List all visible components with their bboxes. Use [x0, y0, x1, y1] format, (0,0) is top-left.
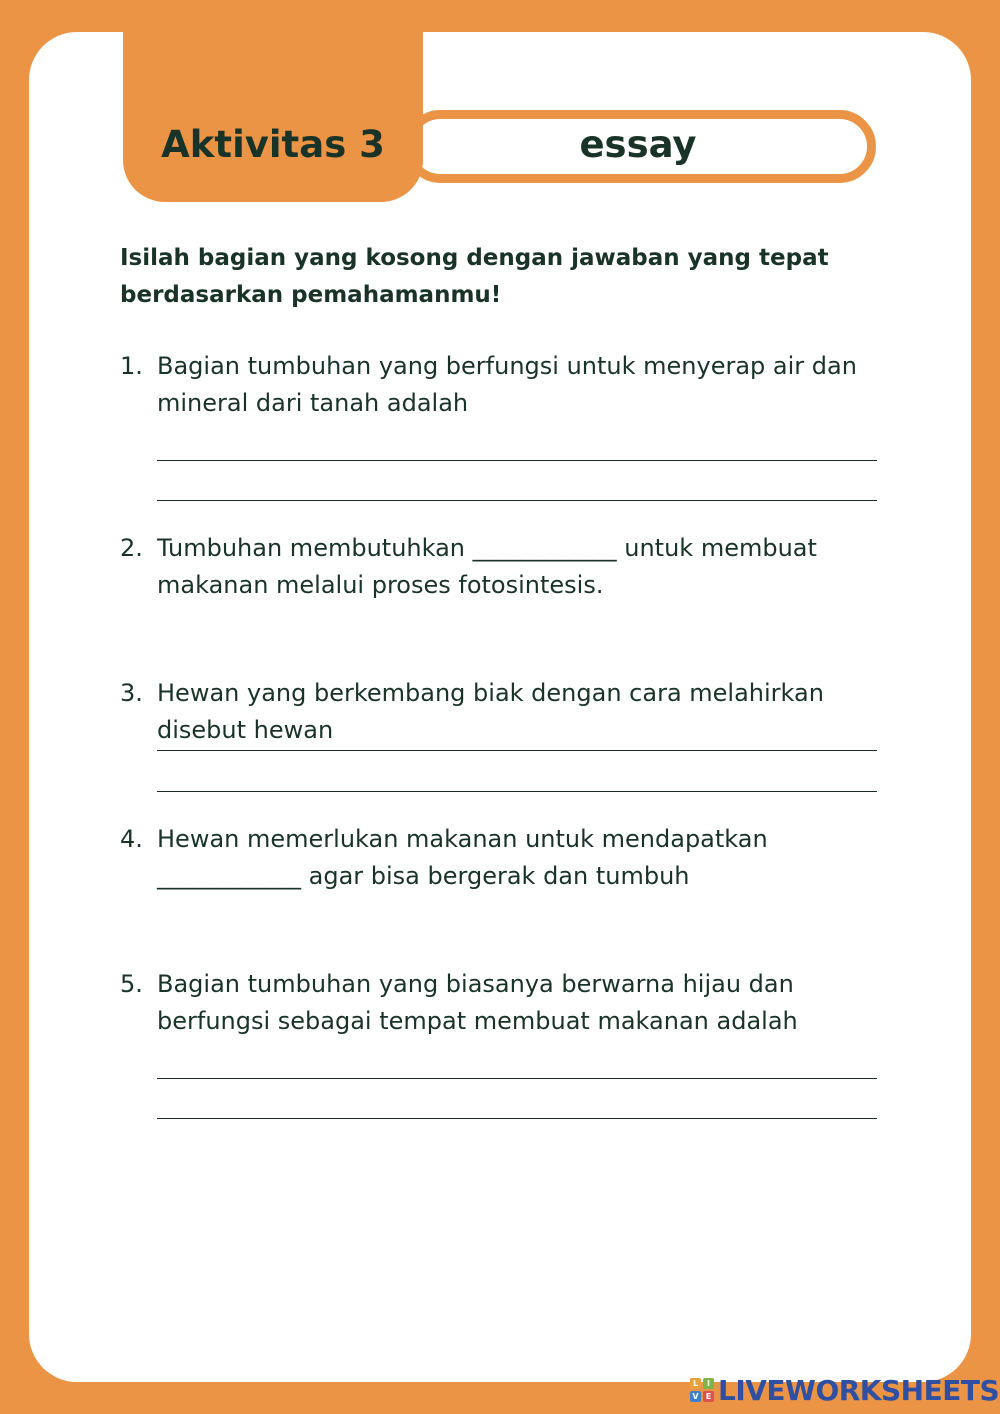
- question-2-text: Tumbuhan membutuhkan ____________ untuk membuat makanan melalui proses fotosintesis.: [157, 534, 817, 599]
- question-2-number: 2.: [120, 534, 143, 562]
- liveworksheets-wordmark: LIVEWORKSHEETS: [718, 1373, 1000, 1407]
- question-5-answer-line-1[interactable]: [157, 1078, 877, 1079]
- activity-title: Aktivitas 3: [161, 123, 385, 166]
- question-3-text: Hewan yang berkembang biak dengan cara melahirkan disebut hewan: [157, 679, 824, 744]
- liveworksheets-logo-icon: L I V E: [690, 1378, 714, 1402]
- question-1-answer-line-2[interactable]: [157, 500, 877, 501]
- question-5-number: 5.: [120, 970, 143, 998]
- question-4-text: Hewan memerlukan makanan untuk mendapatkan ____________ agar bisa bergerak dan tumbuh: [157, 825, 768, 890]
- question-1-number: 1.: [120, 352, 143, 380]
- question-4-number: 4.: [120, 825, 143, 853]
- question-1-text: Bagian tumbuhan yang berfungsi untuk menyerap air dan mineral dari tanah adalah: [157, 352, 857, 417]
- question-3-answer-line-1[interactable]: [157, 750, 877, 751]
- question-3-answer-line-2[interactable]: [157, 791, 877, 792]
- question-5-text: Bagian tumbuhan yang biasanya berwarna hijau dan berfungsi sebagai tempat membuat makanan adalah: [157, 970, 798, 1035]
- question-3-number: 3.: [120, 679, 143, 707]
- question-1-answer-line-1[interactable]: [157, 460, 877, 461]
- activity-type-label: essay: [579, 123, 697, 166]
- question-5-answer-line-2[interactable]: [157, 1118, 877, 1119]
- instruction-text: Isilah bagian yang kosong dengan jawaban yang tepat berdasarkan pemahamanmu!: [120, 245, 829, 308]
- activity-title-tab: [123, 32, 423, 202]
- liveworksheets-brand: [690, 1374, 999, 1406]
